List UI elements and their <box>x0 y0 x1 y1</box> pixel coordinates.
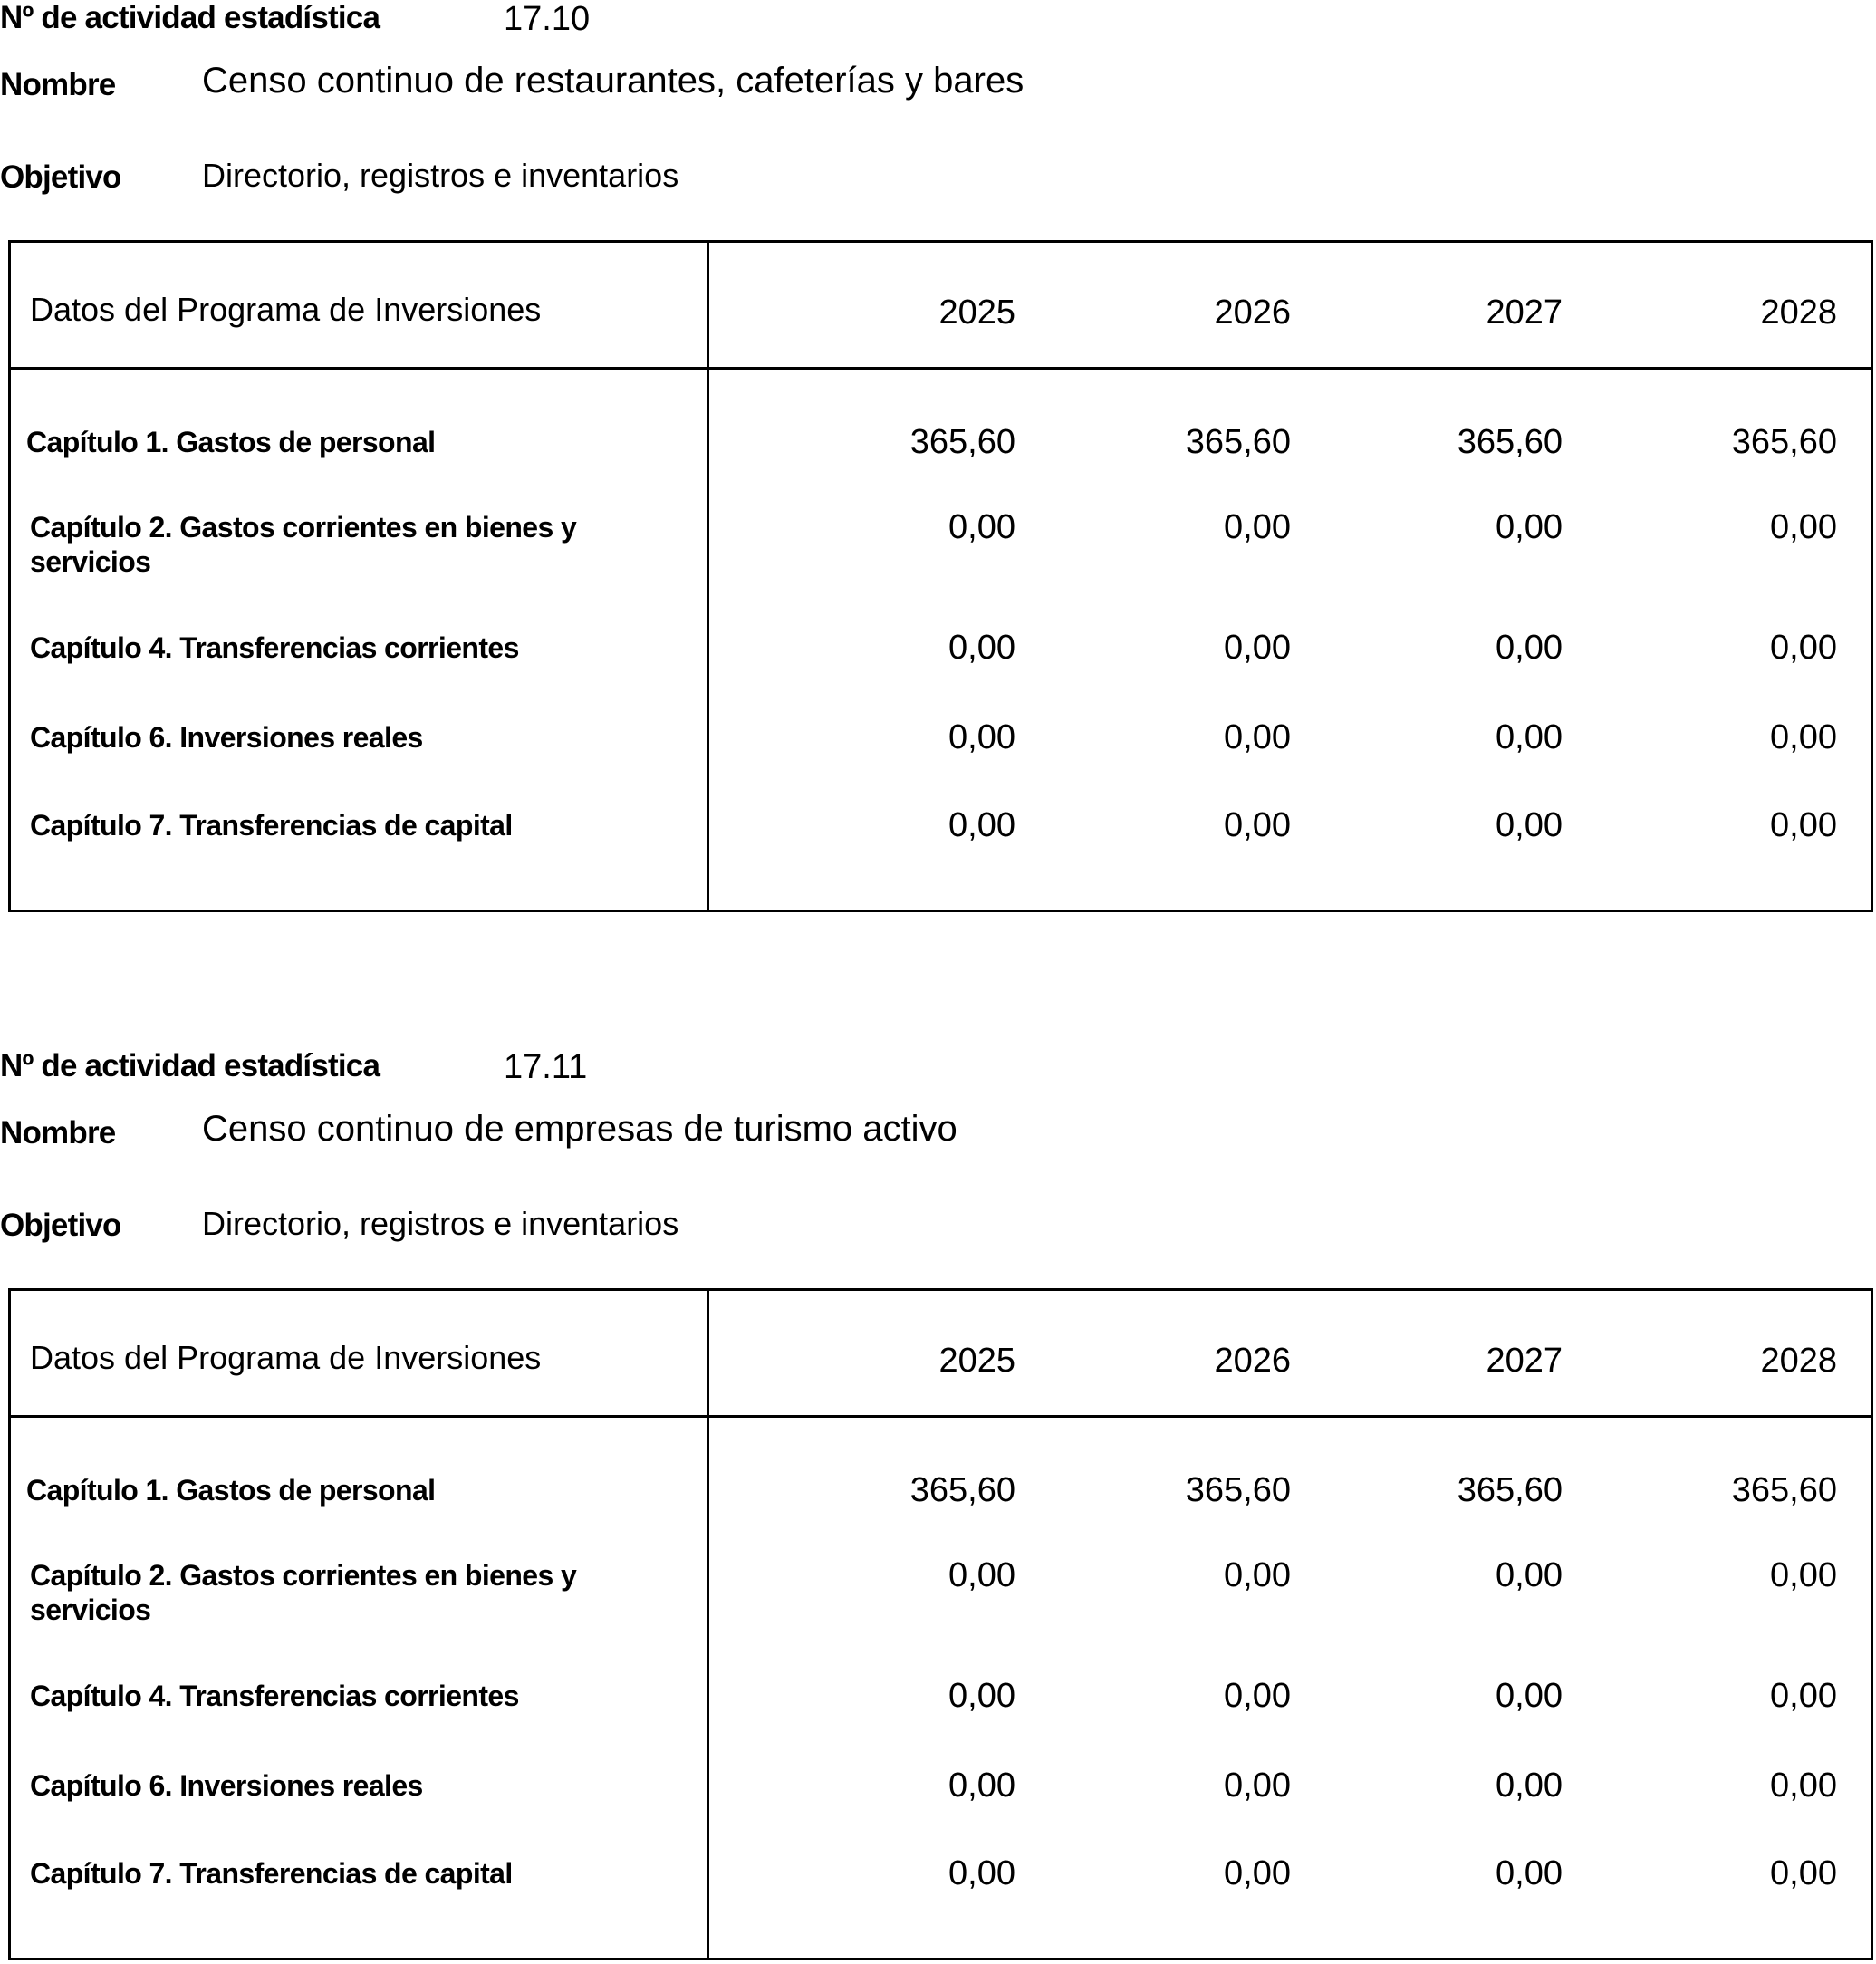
table-cell: 0,00 <box>948 629 1015 667</box>
table-cell: 0,00 <box>1496 1767 1563 1805</box>
table-cell: 0,00 <box>948 1556 1015 1594</box>
objective-label: Objetivo <box>0 159 121 195</box>
table-row-label: Capítulo 4. Transferencias corrientes <box>30 1680 519 1712</box>
table-cell: 0,00 <box>1770 806 1837 844</box>
objective-value: Directorio, registros e inventarios <box>202 157 679 194</box>
table-cell: 365,60 <box>1731 1471 1837 1509</box>
table-row-label: Capítulo 6. Inversiones reales <box>30 721 423 754</box>
objective-label: Objetivo <box>0 1208 121 1243</box>
table-cell: 0,00 <box>1496 508 1563 546</box>
table-cell: 0,00 <box>1496 1677 1563 1715</box>
header-divider <box>11 1415 1871 1418</box>
table-cell: 0,00 <box>1770 629 1837 667</box>
table-cell: 365,60 <box>1731 423 1837 461</box>
table-row-label: Capítulo 7. Transferencias de capital <box>30 809 513 842</box>
year-header: 2028 <box>1760 1342 1837 1380</box>
table-cell: 0,00 <box>1224 1556 1291 1594</box>
table-row-label: Capítulo 4. Transferencias corrientes <box>30 631 519 664</box>
table-cell: 0,00 <box>948 508 1015 546</box>
table-row-label: Capítulo 2. Gastos corrientes en bienes y servicios <box>30 1559 577 1626</box>
table-cell: 0,00 <box>1770 718 1837 756</box>
table-cell: 0,00 <box>1770 508 1837 546</box>
year-header: 2025 <box>938 294 1015 332</box>
objective-value: Directorio, registros e inventarios <box>202 1205 679 1242</box>
year-header: 2028 <box>1760 294 1837 332</box>
table-cell: 0,00 <box>1224 1767 1291 1805</box>
activity-number-label: Nº de actividad estadística <box>0 0 380 35</box>
year-header: 2025 <box>938 1342 1015 1380</box>
table-cell: 0,00 <box>948 718 1015 756</box>
table-cell: 0,00 <box>1496 718 1563 756</box>
header-divider <box>11 367 1871 370</box>
table-cell: 365,60 <box>909 423 1015 461</box>
table-cell: 0,00 <box>1496 1854 1563 1892</box>
table-cell: 0,00 <box>1496 1556 1563 1594</box>
investment-table <box>8 240 1873 912</box>
table-cell: 0,00 <box>1496 629 1563 667</box>
year-header: 2027 <box>1486 294 1563 332</box>
activity-section <box>0 1048 1876 1963</box>
table-cell: 0,00 <box>1770 1767 1837 1805</box>
table-row-label: Capítulo 7. Transferencias de capital <box>30 1857 513 1890</box>
investment-table <box>8 1288 1873 1960</box>
table-cell: 0,00 <box>1770 1854 1837 1892</box>
table-cell: 365,60 <box>1185 1471 1291 1509</box>
table-cell: 0,00 <box>1224 806 1291 844</box>
activity-number-value: 17.11 <box>504 1048 588 1086</box>
table-header-label: Datos del Programa de Inversiones <box>30 1339 542 1376</box>
table-cell: 0,00 <box>1224 718 1291 756</box>
activity-number-label: Nº de actividad estadística <box>0 1048 380 1083</box>
activity-section <box>0 0 1876 915</box>
table-cell: 365,60 <box>1185 423 1291 461</box>
column-divider <box>707 1291 709 1958</box>
year-header: 2026 <box>1214 1342 1291 1380</box>
name-label: Nombre <box>0 1115 116 1150</box>
table-cell: 0,00 <box>948 1854 1015 1892</box>
table-cell: 0,00 <box>1770 1556 1837 1594</box>
table-header-label: Datos del Programa de Inversiones <box>30 291 542 328</box>
year-header: 2026 <box>1214 294 1291 332</box>
table-cell: 365,60 <box>1457 1471 1563 1509</box>
table-cell: 0,00 <box>1224 1677 1291 1715</box>
table-row-label: Capítulo 1. Gastos de personal <box>26 1474 436 1507</box>
table-cell: 365,60 <box>1457 423 1563 461</box>
name-label: Nombre <box>0 67 116 102</box>
table-cell: 0,00 <box>1770 1677 1837 1715</box>
table-row-label: Capítulo 6. Inversiones reales <box>30 1769 423 1802</box>
year-header: 2027 <box>1486 1342 1563 1380</box>
name-value: Censo continuo de empresas de turismo activo <box>202 1109 957 1149</box>
table-cell: 0,00 <box>1224 1854 1291 1892</box>
table-cell: 0,00 <box>948 806 1015 844</box>
table-row-label: Capítulo 2. Gastos corrientes en bienes y servicios <box>30 511 577 578</box>
table-cell: 0,00 <box>948 1677 1015 1715</box>
table-cell: 365,60 <box>909 1471 1015 1509</box>
table-cell: 0,00 <box>1496 806 1563 844</box>
name-value: Censo continuo de restaurantes, cafeterías y bares <box>202 61 1025 101</box>
table-cell: 0,00 <box>1224 629 1291 667</box>
column-divider <box>707 243 709 910</box>
table-row-label: Capítulo 1. Gastos de personal <box>26 426 436 458</box>
activity-number-value: 17.10 <box>504 0 591 38</box>
table-cell: 0,00 <box>1224 508 1291 546</box>
table-cell: 0,00 <box>948 1767 1015 1805</box>
